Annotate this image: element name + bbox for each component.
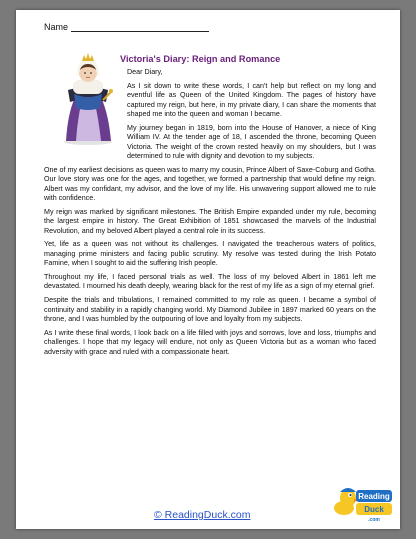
- worksheet-page: [16, 10, 400, 529]
- paragraph-5: Yet, life as a queen was not without its challenges. I navigated the treacherous waters of politics, managing prime ministers and facing public scrutiny. My resolve was tested during the Irish Potato Famine, when I sought to aid the suffering Irish people.: [44, 240, 376, 268]
- salutation: Dear Diary,: [127, 68, 163, 76]
- name-write-line[interactable]: [71, 22, 209, 32]
- reading-duck-logo[interactable]: [334, 478, 394, 526]
- paragraph-2: My journey began in 1819, born into the House of Hanover, a niece of King William IV. At the tender age of 18, I ascended the throne, becoming Queen Victoria. The weight of the crown rested heavily on my shoulders, but I was determined to rule with dignity and devotion to my subjects.: [127, 123, 376, 160]
- worksheet-title: Victoria's Diary: Reign and Romance: [120, 54, 281, 64]
- name-field-row: [44, 22, 209, 32]
- svg-text:.com: .com: [368, 517, 380, 523]
- name-label: Name: [44, 22, 69, 32]
- paragraph-4: My reign was marked by significant milestones. The British Empire expanded under my rule, becoming the largest empire in history. The Great Exhibition of 1851 showcased the marvels of the Industrial Revolution, and my beloved Albert played a central role in its success.: [44, 207, 376, 235]
- paragraph-8: As I write these final words, I look back on a life filled with joys and sorrows, love and loss, triumphs and challenges. I hope that my legacy will endure, not only as Queen Victoria but as a woman who faced adversity with grace and ruled with a compassionate heart.: [44, 329, 376, 356]
- svg-text:Duck: Duck: [364, 505, 384, 514]
- readingduck-link[interactable]: © ReadingDuck.com: [154, 509, 251, 521]
- paragraph-6: Throughout my life, I faced personal trials as well. The loss of my beloved Albert in 1861 left me devastated. I mourned his death deeply, wearing black for the rest of my life as a sign of my eternal grief.: [44, 273, 376, 291]
- svg-text:Reading: Reading: [358, 492, 390, 501]
- diary-text: [44, 68, 376, 362]
- paragraph-3: One of my earliest decisions as queen was to marry my cousin, Prince Albert of Saxe-Coburg and Gotha. Our love story was one for the ages, and together, we formed a partnership that would define my reign. Albert was my confidant, my advisor, and the love of my life. His unwavering support allowed me to rule with confidence.: [44, 165, 376, 202]
- paragraph-1: As I sit down to write these words, I can't help but reflect on my long and eventful life as Queen of the United Kingdom. The pages of history have captured my reign, but here, in my private diary, I can share the moments that shaped me into the queen and woman I became.: [127, 81, 376, 118]
- paragraph-7: Despite the trials and tribulations, I remained committed to my role as queen. I became a symbol of continuity and stability in a rapidly changing world. My Diamond Jubilee in 1897 marked 60 years on the throne, and I was humbled by the outpouring of love and loyalty from my subjects.: [44, 296, 376, 324]
